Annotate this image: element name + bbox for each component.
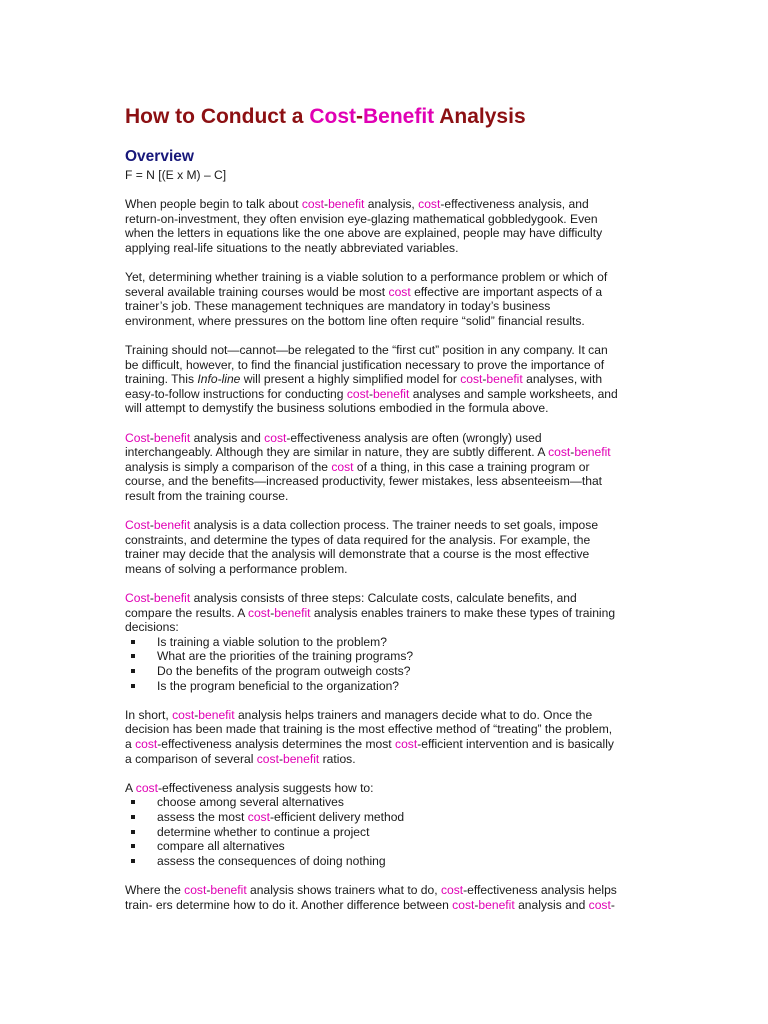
highlighted-term: benefit <box>328 197 365 211</box>
text-run: - <box>270 605 275 620</box>
list-item <box>125 825 640 840</box>
highlighted-term: benefit <box>153 591 191 606</box>
text-line <box>125 737 614 751</box>
text-run: several available training courses would be most <box>125 284 389 299</box>
text-run: analysis helps trainers and managers decide what to do. Once the <box>234 707 593 722</box>
highlighted-term: cost <box>301 197 325 211</box>
highlighted-term: Cost <box>125 591 150 606</box>
highlighted-term: cost <box>418 197 441 211</box>
highlighted-term: benefit <box>274 605 311 620</box>
text-line <box>125 708 592 722</box>
text-run: return-on-investment, they often envision eye-glazing mathematical gobbledygook. Even <box>125 211 598 226</box>
body-text <box>125 197 640 927</box>
ce-items-list <box>125 795 640 868</box>
list-item: Do the benefits of the program outweigh costs? <box>125 664 640 679</box>
text-run: analysis and <box>190 430 265 445</box>
text-line <box>125 591 577 605</box>
highlighted-term: Cost <box>125 518 150 533</box>
text-line <box>125 299 550 313</box>
text-line <box>125 547 589 561</box>
highlighted-term: cost <box>460 372 483 387</box>
text-line <box>125 401 549 415</box>
text-line <box>157 854 386 868</box>
final-paragraph <box>125 883 640 912</box>
highlighted-term: Cost <box>125 430 150 445</box>
title-highlight: Benefit <box>363 105 435 129</box>
text-run: assess the most <box>157 809 248 824</box>
text-run: -efficient intervention and is basically <box>417 736 614 751</box>
section-heading-overview: Overview <box>125 147 194 165</box>
title-highlight: Cost <box>309 105 356 129</box>
highlighted-term: cost <box>548 445 571 460</box>
text-run: analysis and <box>514 897 589 912</box>
highlighted-term: cost <box>452 897 475 912</box>
text-run: - <box>149 591 154 606</box>
text-run: determine whether to continue a project <box>157 824 370 839</box>
list-item: Is the program beneficial to the organization? <box>125 679 640 694</box>
text-run: - <box>149 430 154 445</box>
text-run: When people begin to talk about <box>125 197 302 211</box>
text-run: analysis enables trainers to make these types of training <box>310 605 616 620</box>
text-run: - <box>570 445 575 460</box>
text-run: assess the consequences of doing nothing <box>157 853 386 868</box>
text-line <box>125 533 590 547</box>
highlighted-term: cost <box>388 284 411 299</box>
text-run: - <box>610 897 615 912</box>
highlighted-term: benefit <box>373 386 410 401</box>
text-run: result from the training course. <box>125 488 289 503</box>
list-item: What are the priorities of the training programs? <box>125 649 640 664</box>
text-run: choose among several alternatives <box>157 795 344 810</box>
italic-term: Info-line <box>197 372 241 387</box>
ce-intro <box>125 781 640 796</box>
highlighted-term: cost <box>135 736 158 751</box>
text-line <box>125 474 602 488</box>
highlighted-term: cost <box>256 751 279 766</box>
list-item <box>125 854 640 869</box>
text-line <box>125 314 585 328</box>
text-run: effective are important aspects of a <box>410 284 603 299</box>
text-run: Where the <box>125 882 185 897</box>
text-run: analysis, <box>364 197 419 211</box>
text-run: - <box>369 386 374 401</box>
highlighted-term: cost <box>346 386 370 401</box>
text-run: analyses and sample worksheets, and <box>409 386 618 401</box>
paragraph <box>125 431 640 504</box>
text-run: decisions: <box>125 620 179 635</box>
text-run: -effectiveness analysis determines the most <box>157 736 396 751</box>
text-run: will attempt to demystify the business solutions embodied in the formula above. <box>125 401 549 416</box>
text-run: - <box>278 751 283 766</box>
highlighted-term: benefit <box>153 430 191 445</box>
text-run: In short, <box>125 707 173 722</box>
highlighted-term: cost <box>264 430 287 445</box>
text-run: -efficient delivery method <box>269 809 405 824</box>
title-text: - <box>356 105 363 129</box>
text-run: A <box>125 780 136 795</box>
decision-questions-list <box>125 635 640 693</box>
text-run: constraints, and determine the types of data required for the analysis. For example, the <box>125 532 591 547</box>
text-line <box>125 241 458 255</box>
title-text: How to Conduct a <box>125 105 310 129</box>
text-line <box>125 387 618 401</box>
text-run: - <box>206 882 211 897</box>
text-run: a comparison of several <box>125 751 257 766</box>
list-item <box>125 810 640 825</box>
text-line <box>125 431 542 445</box>
text-line <box>157 810 404 824</box>
text-run: compare the results. A <box>125 605 249 620</box>
text-run: when the letters in equations like the one above are explained, people may have difficulty <box>125 226 603 241</box>
highlighted-term: benefit <box>486 372 523 387</box>
text-run: analysis is simply a comparison of the <box>125 459 332 474</box>
short-paragraph <box>125 708 640 766</box>
text-line <box>125 606 615 620</box>
highlighted-term: benefit <box>210 882 247 897</box>
text-run: -effectiveness analysis are often (wrongly) used <box>286 430 542 445</box>
text-run: -effectiveness analysis suggests how to: <box>157 780 374 795</box>
text-run: analysis consists of three steps: Calculate costs, calculate benefits, and <box>190 591 577 606</box>
highlighted-term: cost <box>395 736 418 751</box>
text-run: Training should not—cannot—be relegated to the “first cut” position in any company. It can <box>125 342 608 357</box>
highlighted-term: cost <box>248 605 271 620</box>
paragraph <box>125 197 640 255</box>
highlighted-term: benefit <box>198 707 235 722</box>
highlighted-term: cost <box>172 707 195 722</box>
text-run: easy-to-follow instructions for conducting <box>125 386 347 401</box>
text-run: means of solving a performance problem. <box>125 561 348 576</box>
text-line <box>125 883 617 897</box>
text-run: -effectiveness analysis helps <box>463 882 617 897</box>
text-line <box>125 285 602 299</box>
text-line <box>125 460 590 474</box>
highlighted-term: cost <box>588 897 611 912</box>
text-run: -effectiveness analysis, and <box>440 197 589 211</box>
text-line <box>125 518 598 532</box>
text-line <box>125 372 602 386</box>
highlighted-term: benefit <box>282 751 320 766</box>
text-run: - <box>149 518 154 533</box>
text-run: - <box>194 707 199 722</box>
highlighted-term: cost <box>440 882 464 897</box>
title-text: Analysis <box>434 105 526 129</box>
text-line <box>125 620 179 634</box>
text-run: analysis is a data collection process. The trainer needs to set goals, impose <box>190 518 599 533</box>
text-run: will present a highly simplified model for <box>240 372 461 387</box>
text-line <box>125 226 602 240</box>
paragraph <box>125 518 640 576</box>
highlighted-term: benefit <box>574 445 611 460</box>
text-run: a <box>125 736 136 751</box>
highlighted-term: cost <box>184 882 207 897</box>
text-run: be difficult, however, to find the financial justification necessary to prove the importance of <box>125 357 605 372</box>
text-run: - <box>474 897 479 912</box>
text-line <box>125 562 348 576</box>
list-item <box>125 839 640 854</box>
text-run: environment, where pressures on the bottom line often require “solid” financial results. <box>125 313 585 328</box>
text-line <box>125 752 356 766</box>
highlighted-term: cost <box>331 459 354 474</box>
formula: F = N [(E x M) – C] <box>125 168 227 182</box>
text-run: trainer may decide that the analysis will demonstrate that a course is the most effective <box>125 547 590 562</box>
text-line <box>125 781 374 795</box>
text-run: of a thing, in this case a training program or <box>353 459 590 474</box>
text-line <box>157 825 369 839</box>
text-run: decision has been made that training is the most effective method of “treating” the problem, <box>125 722 613 737</box>
text-line <box>157 839 285 853</box>
text-line <box>125 722 612 736</box>
text-run: Yet, determining whether training is a viable solution to a performance problem or which of <box>125 269 608 284</box>
text-line <box>125 270 607 284</box>
highlighted-term: cost <box>135 780 158 795</box>
text-run: course, and the benefits—increased productivity, fewer mistakes, less absenteeism—that <box>125 474 603 489</box>
text-run: analysis shows trainers what to do, <box>246 882 441 897</box>
text-run: analyses, with <box>522 372 603 387</box>
page-title <box>125 104 526 130</box>
text-run: - <box>324 197 329 211</box>
text-run: compare all alternatives <box>157 839 285 854</box>
text-line <box>125 212 598 226</box>
list-item <box>125 795 640 810</box>
list-item: Is training a viable solution to the problem? <box>125 635 640 650</box>
text-run: applying real-life situations to the neatly abbreviated variables. <box>125 240 459 255</box>
text-run: interchangeably. Although they are similar in nature, they are subtly different. A <box>125 445 549 460</box>
text-line <box>125 489 288 503</box>
text-line <box>125 898 615 912</box>
intro-paragraphs <box>125 197 640 576</box>
text-line <box>125 445 611 459</box>
highlighted-term: benefit <box>153 518 191 533</box>
text-line <box>125 197 589 211</box>
text-run: - <box>482 372 487 387</box>
text-run: trainer’s job. These management techniques are mandatory in today’s business <box>125 299 551 314</box>
paragraph <box>125 270 640 328</box>
text-run: training. This <box>125 372 198 387</box>
highlighted-term: benefit <box>478 897 515 912</box>
steps-intro-paragraph <box>125 591 640 635</box>
text-run: ratios. <box>319 751 356 766</box>
highlighted-term: cost <box>247 809 270 824</box>
text-line <box>157 795 344 809</box>
text-line <box>125 343 608 357</box>
text-line <box>125 358 604 372</box>
paragraph <box>125 343 640 416</box>
text-run: train- ers determine how to do it. Another difference between <box>125 897 453 912</box>
